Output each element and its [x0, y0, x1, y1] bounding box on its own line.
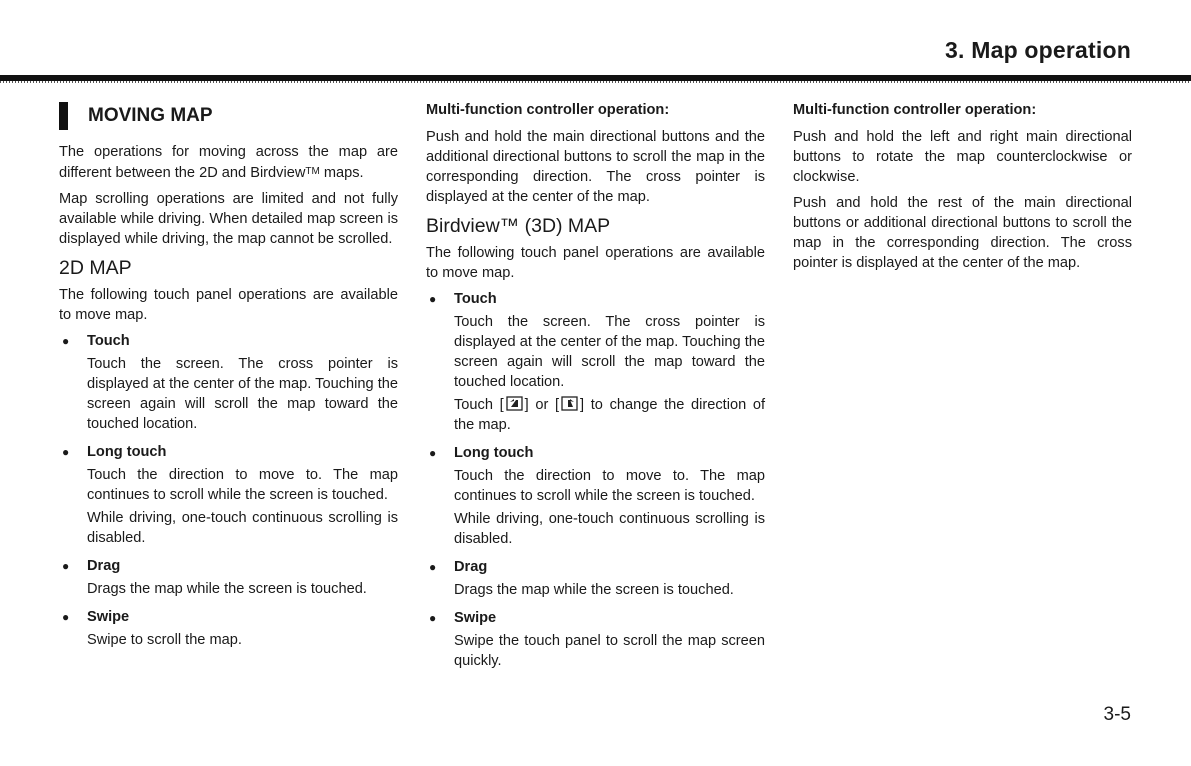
column-right	[793, 100, 1132, 279]
rotate-text-mid: ] or [	[524, 397, 560, 413]
operations-list-2d	[59, 331, 398, 650]
column-middle	[426, 100, 765, 679]
intro-text-end: maps.	[319, 165, 364, 181]
list-item	[426, 608, 765, 671]
rotate-text-end: ] to change the direction of the map.	[454, 397, 766, 433]
section-title: MOVING MAP	[59, 102, 398, 130]
operation-description: Touch the direction to move to. The map continues to scroll while the screen is touched.	[454, 468, 765, 504]
rotate-description: Push and hold the left and right main directional buttons to rotate the map counterclockwise or clockwise.	[793, 129, 1132, 185]
rotate-instruction	[454, 395, 765, 435]
list-item	[59, 331, 398, 434]
intro-paragraph	[59, 142, 398, 183]
operation-description: Touch the screen. The cross pointer is displayed at the center of the map. Touching the screen again will scroll the map toward the touched location.	[87, 356, 398, 432]
operation-title: Swipe	[454, 610, 497, 626]
rotate-text-start: Touch [	[454, 397, 504, 413]
list-item	[59, 442, 398, 548]
controller-title: Multi-function controller operation:	[793, 102, 1037, 118]
operation-note: While driving, one-touch continuous scrolling is disabled.	[87, 510, 398, 546]
bullet-icon: ●	[62, 610, 70, 624]
operation-title: Long touch	[454, 445, 534, 461]
bullet-icon: ●	[429, 560, 437, 574]
operation-title: Touch	[87, 333, 130, 349]
bullet-icon: ●	[62, 559, 70, 573]
column-left	[59, 100, 398, 658]
operation-note: While driving, one-touch continuous scrolling is disabled.	[454, 511, 765, 547]
list-item	[59, 607, 398, 650]
page-number: 3-5	[1103, 704, 1131, 725]
list-item	[426, 443, 765, 549]
operation-title: Drag	[87, 558, 121, 574]
operation-description: Swipe to scroll the map.	[87, 632, 242, 648]
scroll-description: Push and hold the rest of the main directional buttons or additional directional buttons to scroll the map in the corresponding direction. The cross pointer is displayed at the center of the map.	[793, 195, 1132, 271]
header-rule	[0, 75, 1191, 81]
operation-description: Swipe the touch panel to scroll the map screen quickly.	[454, 633, 765, 669]
operation-description: Touch the screen. The cross pointer is displayed at the center of the map. Touching the screen again will scroll the map toward the touched location.	[454, 314, 765, 390]
subsection-title-3d: Birdview™ (3D) MAP	[426, 215, 611, 237]
chapter-title: 3. Map operation	[945, 37, 1131, 63]
operation-title: Long touch	[87, 444, 167, 460]
intro-text: The operations for moving across the map are different between the 2D and Birdview	[59, 144, 398, 181]
bullet-icon: ●	[429, 292, 437, 306]
rotate-left-icon	[506, 396, 523, 411]
bullet-icon: ●	[429, 611, 437, 625]
subsection-intro: The following touch panel operations are available to move map.	[59, 287, 398, 323]
limitation-paragraph: Map scrolling operations are limited and not fully available while driving. When detailed map screen is displayed while driving, the map cannot be scrolled.	[59, 191, 398, 247]
controller-title: Multi-function controller operation:	[426, 102, 670, 118]
bullet-icon: ●	[62, 445, 70, 459]
operations-list-3d	[426, 289, 765, 671]
operation-description: Touch the direction to move to. The map continues to scroll while the screen is touched.	[87, 467, 398, 503]
list-item	[426, 289, 765, 435]
list-item	[59, 556, 398, 599]
trademark-mark: TM	[305, 166, 320, 177]
operation-title: Touch	[454, 291, 497, 307]
subsection-intro: The following touch panel operations are available to move map.	[426, 245, 765, 281]
controller-description: Push and hold the main directional buttons and the additional directional buttons to scroll the map in the corresponding direction. The cross pointer is displayed at the center of the map.	[426, 129, 765, 205]
bullet-icon: ●	[429, 446, 437, 460]
operation-title: Swipe	[87, 609, 130, 625]
operation-title: Drag	[454, 559, 488, 575]
subsection-title-2d: 2D MAP	[59, 257, 132, 279]
list-item	[426, 557, 765, 600]
operation-description: Drags the map while the screen is touched.	[87, 581, 367, 597]
bullet-icon: ●	[62, 334, 70, 348]
operation-description: Drags the map while the screen is touched.	[454, 582, 734, 598]
rotate-right-icon	[561, 396, 578, 411]
